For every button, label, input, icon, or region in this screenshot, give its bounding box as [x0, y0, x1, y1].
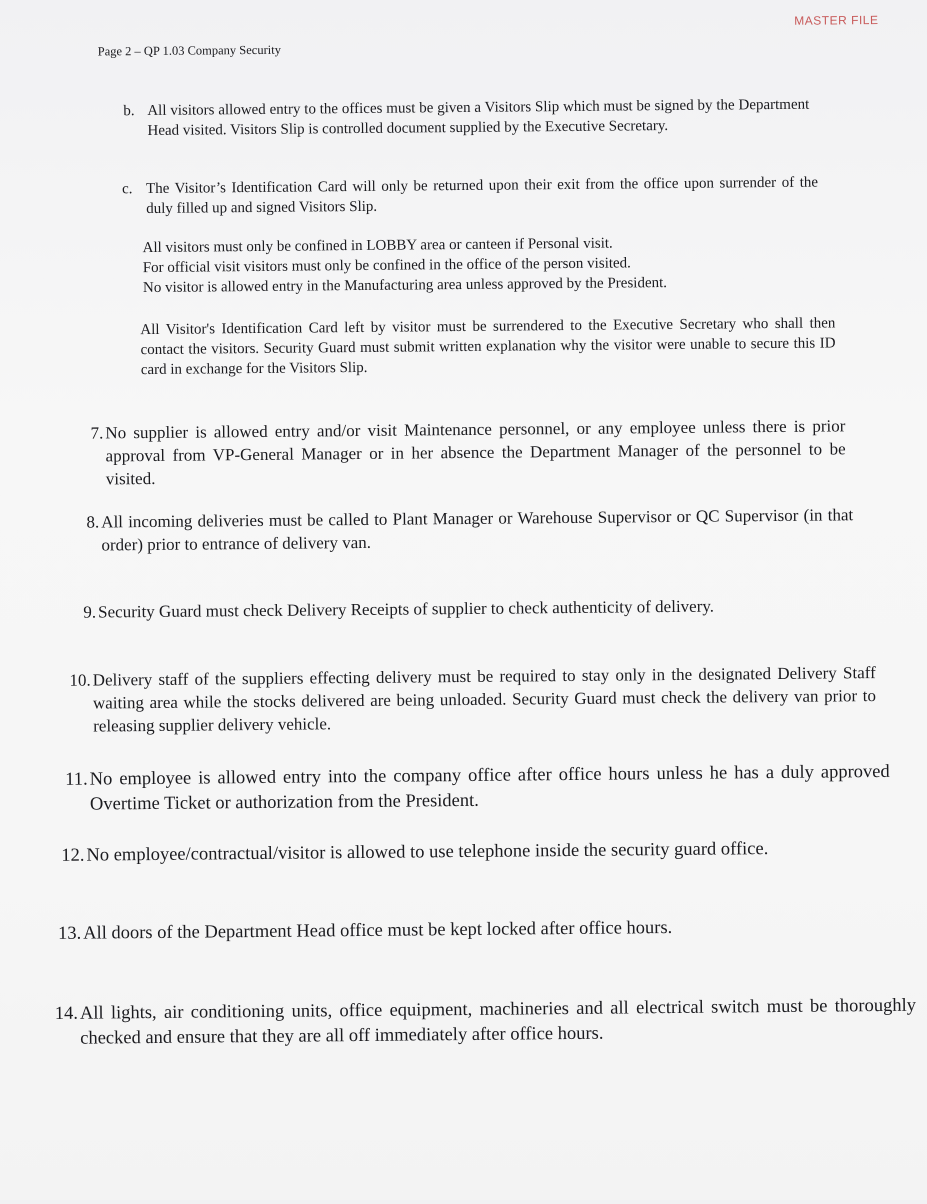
item-number: 10. [69, 670, 91, 690]
id-card-paragraph: All Visitor's Identification Card left by visitor must be surrendered to the Executive Secretary who shall then contact the visitors. Security Guard must submit written explanation why the visitor were unable to secure this ID card in exchange for the Visitors Slip. [140, 315, 836, 379]
item-text: No supplier is allowed entry and/or visit Maintenance personnel, or any employee unless there is prior approval from VP-General Manager or in her absence the Department Manager of the personnel to be visited. [105, 416, 846, 489]
item-number: 13. [57, 923, 82, 944]
item-text: No employee is allowed entry into the company office after office hours unless he has a duly approved Overtime Ticket or authorization from the President. [89, 761, 890, 815]
item-number: 11. [65, 769, 88, 790]
item-number: 14. [54, 1003, 79, 1024]
list-item-13 [57, 914, 893, 947]
list-item-11 [65, 760, 890, 818]
list-item-7 [90, 414, 846, 490]
item-number: 8. [86, 512, 100, 532]
subitem-c [121, 173, 819, 219]
item-number: 12. [61, 845, 85, 866]
paragraph-line: All visitors must only be confined in LOBBY area or canteen if Personal visit. [142, 235, 613, 257]
item-text: Delivery staff of the suppliers effecting delivery must be required to stay only in the designated Delivery Staff waiting area while the stocks delivered are being unloaded. Security Guard must check the delivery van prior to releasing supplier delivery vehicle. [92, 663, 877, 736]
list-item-9 [83, 593, 858, 623]
item-number: 9. [83, 602, 97, 622]
page-header: Page 2 – QP 1.03 Company Security [97, 42, 281, 59]
subitem-text: The Visitor’s Identification Card will only be returned upon their exit from the office upon surrender of the duly filled up and signed Visitors Slip. [145, 174, 819, 218]
list-item-12 [61, 836, 896, 869]
subitem-b [123, 95, 810, 141]
subitem-text: All visitors allowed entry to the offices must be given a Visitors Slip which must be signed by the Department Head visited. Visitors Slip is controlled document supplied by the Executive Secretary. [147, 96, 810, 140]
paragraph-line: No visitor is allowed entry in the Manufacturing area unless approved by the President. [142, 275, 668, 297]
item-text: All incoming deliveries must be called to Plant Manager or Warehouse Supervisor or QC Supervisor (in that order) prior to entrance of delivery van. [101, 505, 854, 555]
subitem-marker: b. [123, 103, 135, 120]
subitem-marker: c. [121, 181, 133, 198]
visitor-confinement-paragraph [143, 232, 824, 299]
item-text: All lights, air conditioning units, office equipment, machineries and all electrical switch must be thoroughly checked and ensure that they are all off immediately after office hours. [79, 995, 917, 1049]
item-number: 7. [90, 423, 104, 443]
item-text: All doors of the Department Head office must be kept locked after office hours. [83, 918, 673, 944]
item-text: No employee/contractual/visitor is allowed to use telephone inside the security guard office. [86, 839, 769, 866]
item-text: Security Guard must check Delivery Receipts of supplier to check authenticity of delivery. [98, 596, 715, 622]
paragraph-line: For official visit visitors must only be confined in the office of the person visited. [142, 255, 631, 277]
list-item-14 [54, 994, 917, 1052]
master-file-stamp: MASTER FILE [794, 12, 879, 28]
list-item-10 [69, 661, 877, 738]
list-item-8 [86, 503, 854, 556]
